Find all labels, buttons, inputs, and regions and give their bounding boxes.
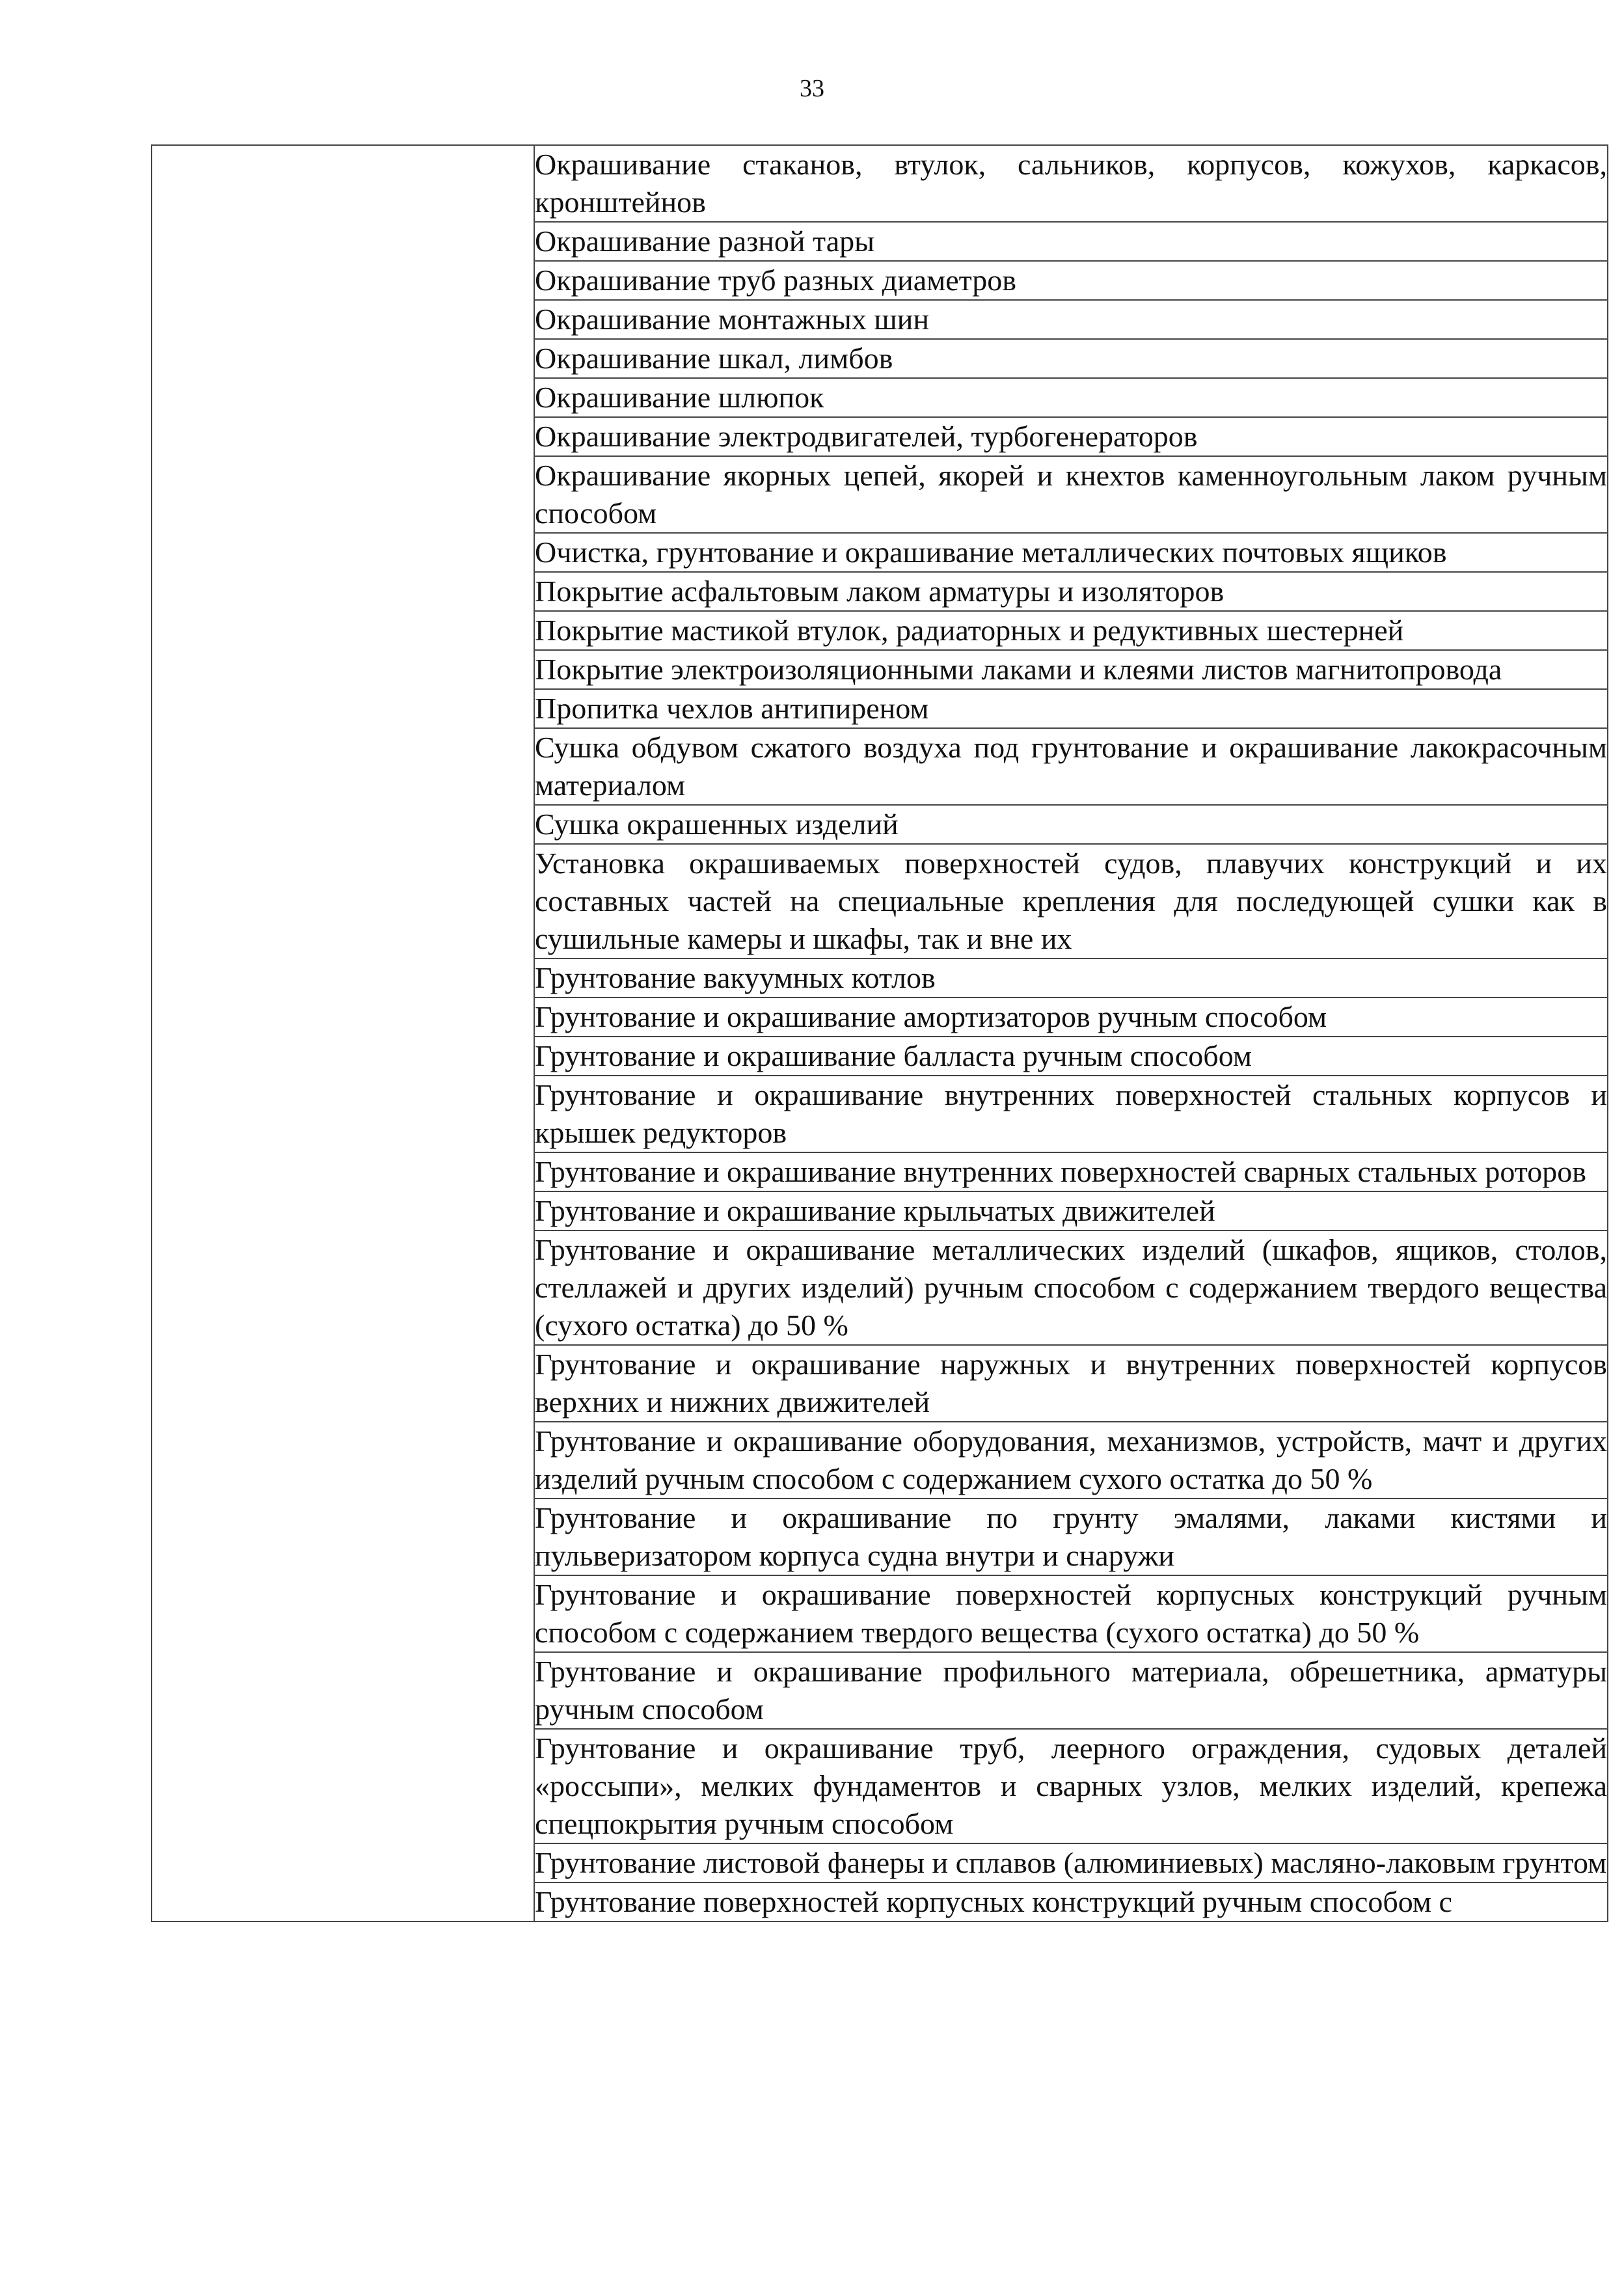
work-item-cell: Окрашивание труб разных диаметров xyxy=(534,261,1608,300)
work-item-cell: Грунтование и окрашивание оборудования, механизмов, устройств, мачт и других изделий ручным способом с содержанием сухого остатка до 50 % xyxy=(534,1422,1608,1499)
work-item-cell: Сушка обдувом сжатого воздуха под грунтование и окрашивание лакокрасочным материалом xyxy=(534,728,1608,805)
work-item-cell: Окрашивание шлюпок xyxy=(534,378,1608,417)
work-item-cell: Грунтование и окрашивание поверхностей корпусных конструкций ручным способом с содержанием твердого вещества (сухого остатка) до 50 % xyxy=(534,1575,1608,1652)
work-item-cell: Сушка окрашенных изделий xyxy=(534,805,1608,844)
work-item-cell: Грунтование и окрашивание внутренних поверхностей сварных стальных роторов xyxy=(534,1152,1608,1191)
work-item-cell: Очистка, грунтование и окрашивание металлических почтовых ящиков xyxy=(534,533,1608,572)
page-number: 33 xyxy=(800,75,824,102)
table-body xyxy=(152,145,1608,1922)
work-item-cell: Грунтование и окрашивание труб, леерного ограждения, судовых деталей «россыпи», мелких фундаментов и сварных узлов, мелких изделий, крепежа спецпокрытия ручным способом xyxy=(534,1729,1608,1843)
work-item-cell: Окрашивание якорных цепей, якорей и кнехтов каменноугольным лаком ручным способом xyxy=(534,456,1608,533)
work-item-cell: Окрашивание шкал, лимбов xyxy=(534,339,1608,378)
work-types-table xyxy=(151,144,1608,1922)
work-item-cell: Грунтование листовой фанеры и сплавов (алюминиевых) масляно-лаковым грунтом xyxy=(534,1843,1608,1882)
empty-category-cell xyxy=(152,145,534,1922)
work-item-cell: Грунтование и окрашивание балласта ручным способом xyxy=(534,1037,1608,1076)
work-item-cell: Грунтование и окрашивание крыльчатых движителей xyxy=(534,1191,1608,1230)
work-item-cell: Окрашивание электродвигателей, турбогенераторов xyxy=(534,417,1608,456)
work-item-cell: Грунтование вакуумных котлов xyxy=(534,958,1608,998)
work-item-cell: Грунтование и окрашивание металлических изделий (шкафов, ящиков, столов, стеллажей и других изделий) ручным способом с содержанием твердого вещества (сухого остатка) до 50 % xyxy=(534,1230,1608,1345)
work-item-cell: Покрытие мастикой втулок, радиаторных и редуктивных шестерней xyxy=(534,611,1608,650)
work-item-cell: Грунтование и окрашивание наружных и внутренних поверхностей корпусов верхних и нижних движителей xyxy=(534,1345,1608,1422)
work-item-cell: Грунтование и окрашивание профильного материала, обрешетника, арматуры ручным способом xyxy=(534,1652,1608,1729)
work-item-cell: Грунтование и окрашивание по грунту эмалями, лаками кистями и пульверизатором корпуса судна внутри и снаружи xyxy=(534,1499,1608,1575)
table-row xyxy=(152,145,1608,222)
work-item-cell: Пропитка чехлов антипиреном xyxy=(534,689,1608,728)
work-item-cell: Грунтование поверхностей корпусных конструкций ручным способом с xyxy=(534,1882,1608,1922)
work-item-cell: Окрашивание монтажных шин xyxy=(534,300,1608,339)
work-item-cell: Грунтование и окрашивание внутренних поверхностей стальных корпусов и крышек редукторов xyxy=(534,1076,1608,1152)
work-item-cell: Покрытие асфальтовым лаком арматуры и изоляторов xyxy=(534,572,1608,611)
work-item-cell: Грунтование и окрашивание амортизаторов ручным способом xyxy=(534,998,1608,1037)
work-item-cell: Покрытие электроизоляционными лаками и клеями листов магнитопровода xyxy=(534,650,1608,689)
work-item-cell: Окрашивание стаканов, втулок, сальников, корпусов, кожухов, каркасов, кронштейнов xyxy=(534,145,1608,222)
work-item-cell: Установка окрашиваемых поверхностей судов, плавучих конструкций и их составных частей на специальные крепления для последующей сушки как в сушильные камеры и шкафы, так и вне их xyxy=(534,844,1608,958)
work-item-cell: Окрашивание разной тары xyxy=(534,222,1608,261)
